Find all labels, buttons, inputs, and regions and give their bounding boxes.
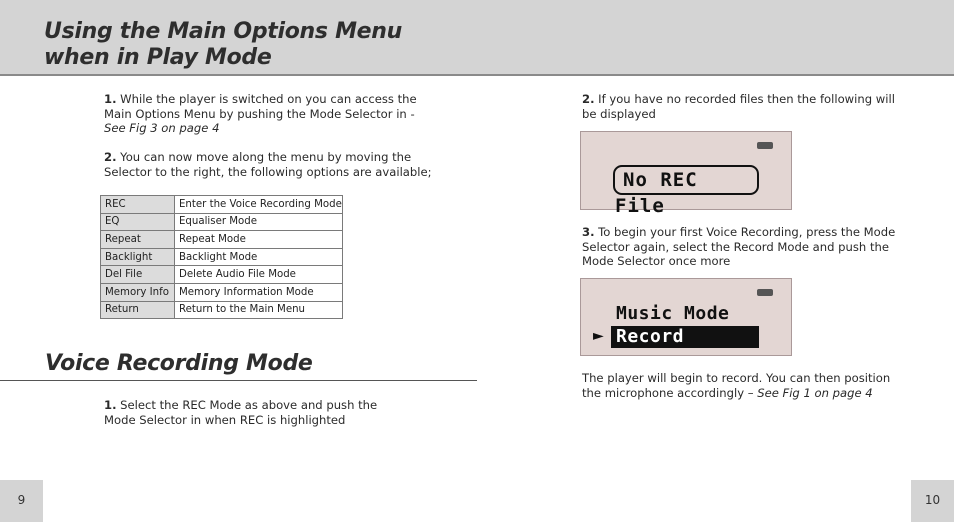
- selection-arrow-icon: ►: [593, 328, 604, 344]
- lcd-screen-record-menu: [580, 278, 792, 356]
- right-step2: [582, 92, 912, 121]
- right-step3: [582, 225, 912, 269]
- rec-step1-number: 1.: [104, 398, 117, 412]
- right-step2-number: 2.: [582, 92, 595, 106]
- battery-icon: [757, 289, 773, 296]
- page-title: [44, 19, 402, 71]
- table-row: [101, 213, 343, 231]
- table-description-cell: Backlight Mode: [175, 248, 343, 266]
- left-step2-number: 2.: [104, 150, 117, 164]
- table-option-cell: Memory Info: [101, 283, 175, 301]
- table-description-cell: Repeat Mode: [175, 231, 343, 249]
- right-step3-text: To begin your first Voice Recording, press the Mode Selector again, select the Record Mode and push the Mode Selector once more: [582, 225, 896, 269]
- page-header: [0, 0, 954, 76]
- table-description-cell: Equaliser Mode: [175, 213, 343, 231]
- table-description-cell: Enter the Voice Recording Mode: [175, 196, 343, 214]
- rec-step1-text: Select the REC Mode as above and push the Mode Selector in when REC is highlighted: [104, 398, 378, 427]
- table-row: [101, 266, 343, 284]
- right-closing: [582, 371, 912, 400]
- rec-step1: [104, 398, 404, 427]
- table-description-cell: Return to the Main Menu: [175, 301, 343, 319]
- page-number-right: 10: [911, 480, 954, 522]
- page-title-line2: when in Play Mode: [44, 45, 272, 70]
- right-step2-text: If you have no recorded files then the following will be displayed: [582, 92, 895, 121]
- left-step1-reference: See Fig 3 on page 4: [104, 121, 220, 136]
- left-step1-number: 1.: [104, 92, 117, 106]
- table-option-cell: EQ: [101, 213, 175, 231]
- left-step2: [104, 150, 434, 179]
- table-description-cell: Memory Information Mode: [175, 283, 343, 301]
- page-number-left: 9: [0, 480, 43, 522]
- table-row: [101, 231, 343, 249]
- table-option-cell: Return: [101, 301, 175, 319]
- table-row: [101, 248, 343, 266]
- table-option-cell: REC: [101, 196, 175, 214]
- table-row: [101, 196, 343, 214]
- lcd-menu-item-music-mode: Music Mode: [616, 303, 730, 324]
- section-divider: [0, 380, 477, 381]
- lcd-menu-item-record-selected: Record: [611, 326, 759, 348]
- right-closing-reference: See Fig 1 on page 4: [757, 385, 873, 400]
- table-option-cell: Repeat: [101, 231, 175, 249]
- table-option-cell: Backlight: [101, 248, 175, 266]
- left-step1: [104, 92, 434, 136]
- menu-options-table: [100, 195, 343, 319]
- table-row: [101, 283, 343, 301]
- lcd-screen-no-rec-file: [580, 131, 792, 217]
- left-step1-text: While the player is switched on you can access the Main Options Menu by pushing the Mode Selector in -: [104, 92, 417, 121]
- table-description-cell: Delete Audio File Mode: [175, 266, 343, 284]
- table-row: [101, 301, 343, 319]
- table-option-cell: Del File: [101, 266, 175, 284]
- left-step2-text: You can now move along the menu by moving the Selector to the right, the following options are available;: [104, 150, 432, 179]
- right-step3-number: 3.: [582, 225, 595, 239]
- lcd-message: No REC File: [613, 165, 759, 195]
- page-title-line1: Using the Main Options Menu: [44, 19, 403, 44]
- right-closing-text: The player will begin to record. You can then position the microphone accordingly –: [582, 371, 891, 400]
- battery-icon: [757, 142, 773, 149]
- section-title: Voice Recording Mode: [45, 351, 313, 376]
